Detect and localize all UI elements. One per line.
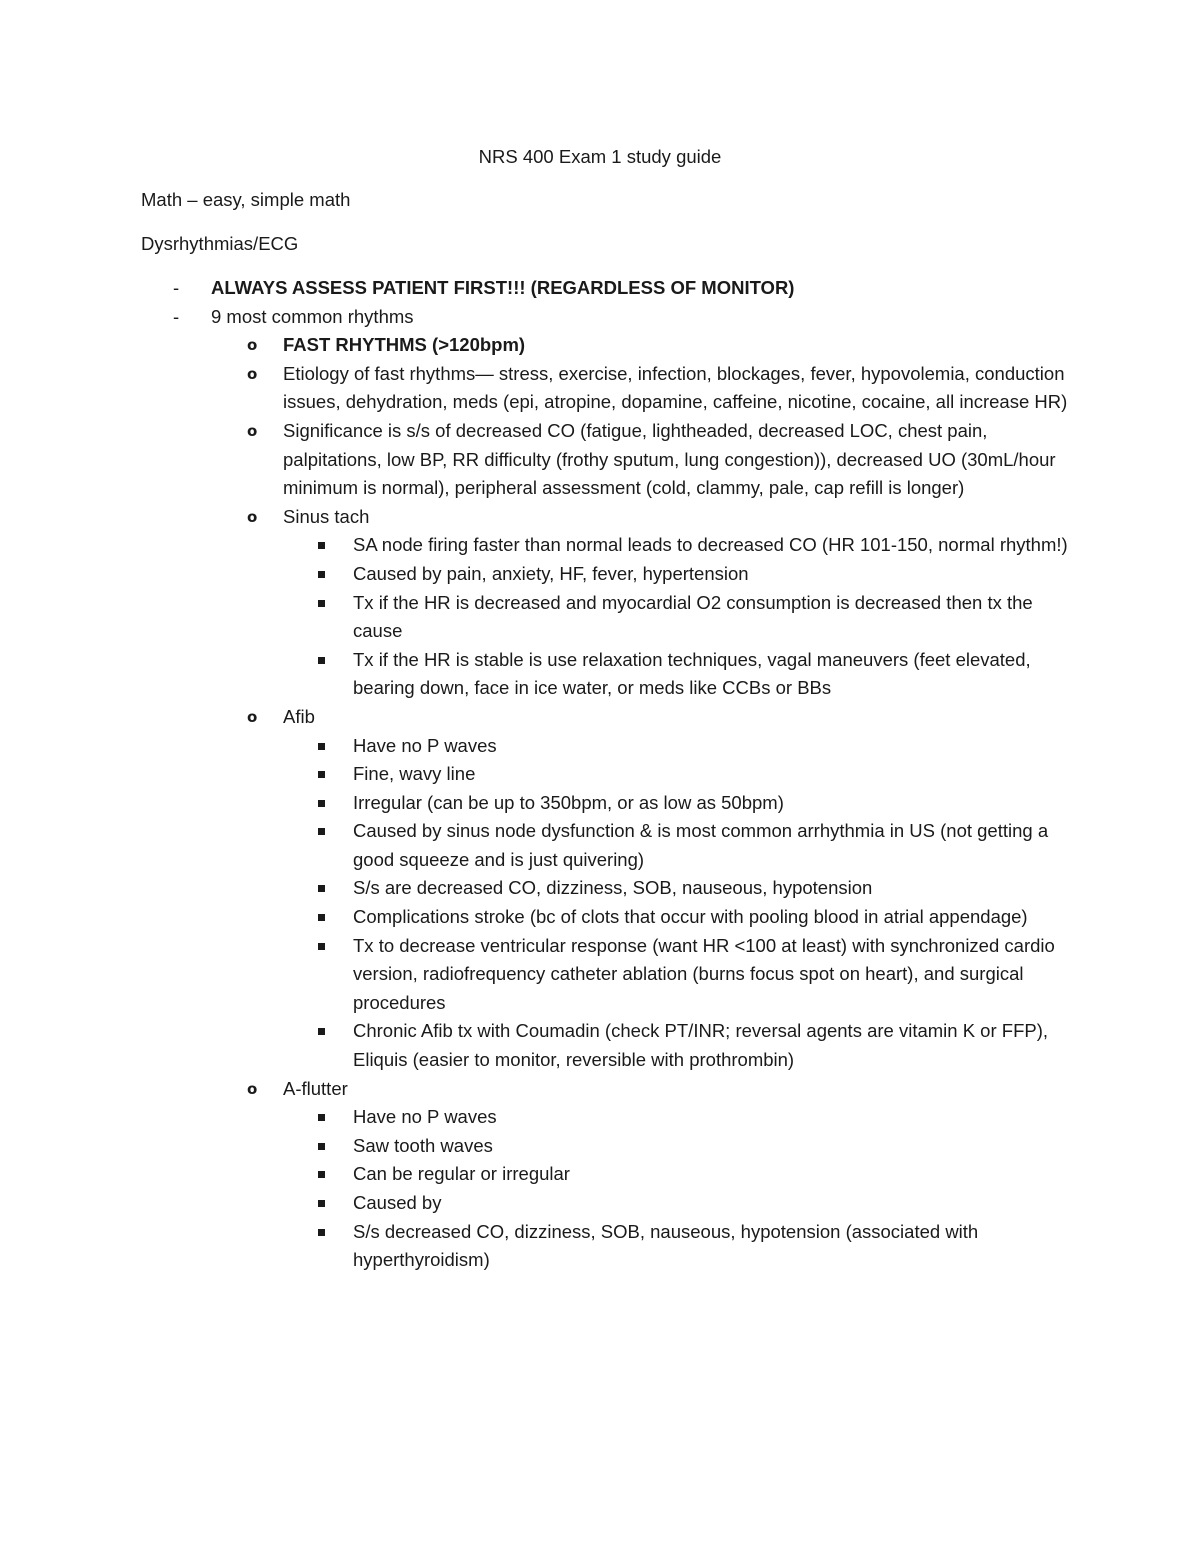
outline-item-text: Caused by pain, anxiety, HF, fever, hypertension xyxy=(353,562,749,584)
square-bullet-icon xyxy=(318,732,325,761)
circle-bullet: o xyxy=(247,1079,258,1098)
document-title: NRS 400 Exam 1 study guide xyxy=(478,146,722,167)
outline-item-level-2 xyxy=(0,331,1200,360)
paragraph-math: Math – easy, simple math xyxy=(141,189,351,210)
outline-item-text: 9 most common rhythms xyxy=(211,305,414,327)
outline-item-text: Have no P waves xyxy=(353,734,497,756)
outline-item-text: Caused by xyxy=(353,1192,442,1213)
outline-item-level-3 xyxy=(0,932,1200,1018)
circle-bullet: o xyxy=(247,421,258,440)
square-bullet-icon xyxy=(318,1160,325,1189)
outline-item-text: Caused by sinus node dysfunction & is most common arrhythmia in US (not getting a good squeeze and is just quivering) xyxy=(353,820,1049,870)
outline-item-text: FAST RHYTHMS (>120bpm) xyxy=(283,334,526,356)
outline-item-level-1 xyxy=(0,274,1200,303)
outline-item-level-1 xyxy=(0,303,1200,332)
square-bullet-icon xyxy=(318,817,325,846)
outline-item-text: Significance is s/s of decreased CO (fatigue, lightheaded, decreased LOC, chest pain, palpitations, low BP, RR difficulty (frothy sputum, lung congestion)), decreased UO (30mL/hour minimum is normal), peripheral assessment (cold, clammy, pale, cap refill is longer) xyxy=(283,419,1056,499)
outline-item-level-3 xyxy=(0,760,1200,789)
square-bullet-icon xyxy=(318,1103,325,1132)
outline-item-level-3 xyxy=(0,817,1200,874)
square-bullet-icon xyxy=(318,932,325,961)
outline-item-text: Can be regular or irregular xyxy=(353,1163,570,1185)
outline-item-text: Saw tooth waves xyxy=(353,1134,493,1156)
outline-item-level-3 xyxy=(0,646,1200,703)
square-bullet-icon xyxy=(318,874,325,903)
outline-item-level-3 xyxy=(0,531,1200,560)
square-bullet-icon xyxy=(318,646,325,675)
outline-item-level-3 xyxy=(0,560,1200,589)
outline-item-text: S/s are decreased CO, dizziness, SOB, nauseous, hypotension xyxy=(353,877,873,899)
square-bullet-icon xyxy=(318,589,325,618)
square-bullet-icon xyxy=(318,789,325,818)
outline-item-level-2 xyxy=(0,703,1200,732)
outline-item-level-3 xyxy=(0,1132,1200,1161)
outline-item-text: Afib xyxy=(283,705,315,727)
outline-item-text: Fine, wavy line xyxy=(353,763,476,785)
outline-item-text: Complications stroke (bc of clots that occur with pooling blood in atrial appendage) xyxy=(353,906,1028,928)
outline-item-text: S/s decreased CO, dizziness, SOB, nauseous, hypotension (associated with hyperthyroidism) xyxy=(353,1220,979,1271)
circle-bullet: o xyxy=(247,707,258,726)
circle-bullet: o xyxy=(247,364,258,383)
outline-item-text: Etiology of fast rhythms— stress, exercise, infection, blockages, fever, hypovolemia, conduction issues, dehydration, meds (epi, atropine, dopamine, caffeine, nicotine, cocaine, all increase HR) xyxy=(283,362,1068,413)
dash-bullet: - xyxy=(173,305,180,327)
outline-item-text: Sinus tach xyxy=(283,505,370,527)
square-bullet-icon xyxy=(318,1132,325,1161)
outline-item-text: Tx if the HR is decreased and myocardial O2 consumption is decreased then tx the cause xyxy=(353,591,1033,642)
outline-item-text: Chronic Afib tx with Coumadin (check PT/INR; reversal agents are vitamin K or FFP), Eliquis (easier to monitor, reversible with prothrombin) xyxy=(353,1020,1049,1071)
outline-item-level-3 xyxy=(0,732,1200,761)
circle-bullet: o xyxy=(247,507,258,526)
outline-item-text: ALWAYS ASSESS PATIENT FIRST!!! (REGARDLESS OF MONITOR) xyxy=(211,277,795,298)
outline-item-level-3 xyxy=(0,1189,1200,1218)
outline-item-level-3 xyxy=(0,1017,1200,1074)
outline-item-level-3 xyxy=(0,589,1200,646)
circle-bullet: o xyxy=(247,336,258,355)
square-bullet-icon xyxy=(318,1218,325,1247)
outline-item-text: Tx if the HR is stable is use relaxation techniques, vagal maneuvers (feet elevated, bearing down, face in ice water, or meds like CCBs or BBs xyxy=(353,648,1031,699)
outline-item-text: Tx to decrease ventricular response (want HR <100 at least) with synchronized cardio version, radiofrequency catheter ablation (burns focus spot on heart), and surgical procedures xyxy=(353,934,1055,1013)
square-bullet-icon xyxy=(318,1017,325,1046)
square-bullet-icon xyxy=(318,560,325,589)
outline-item-level-2 xyxy=(0,503,1200,532)
square-bullet-icon xyxy=(318,1189,325,1218)
outline-item-level-2 xyxy=(0,417,1200,503)
outline-item-level-2 xyxy=(0,360,1200,417)
outline-item-level-3 xyxy=(0,1218,1200,1275)
outline-item-level-3 xyxy=(0,874,1200,903)
square-bullet-icon xyxy=(318,760,325,789)
outline-item-level-3 xyxy=(0,903,1200,932)
square-bullet-icon xyxy=(318,531,325,560)
outline-list xyxy=(0,274,1200,1275)
outline-item-text: SA node firing faster than normal leads to decreased CO (HR 101-150, normal rhythm!) xyxy=(353,534,1068,556)
outline-item-text: Have no P waves xyxy=(353,1106,497,1128)
outline-item-text: A-flutter xyxy=(283,1077,348,1099)
paragraph-dysrhythmias: Dysrhythmias/ECG xyxy=(141,233,299,254)
dash-bullet: - xyxy=(173,277,180,298)
outline-item-text: Irregular (can be up to 350bpm, or as low as 50bpm) xyxy=(353,791,784,813)
square-bullet-icon xyxy=(318,903,325,932)
outline-item-level-3 xyxy=(0,789,1200,818)
outline-item-level-2 xyxy=(0,1075,1200,1104)
outline-item-level-3 xyxy=(0,1103,1200,1132)
outline-item-level-3 xyxy=(0,1160,1200,1189)
